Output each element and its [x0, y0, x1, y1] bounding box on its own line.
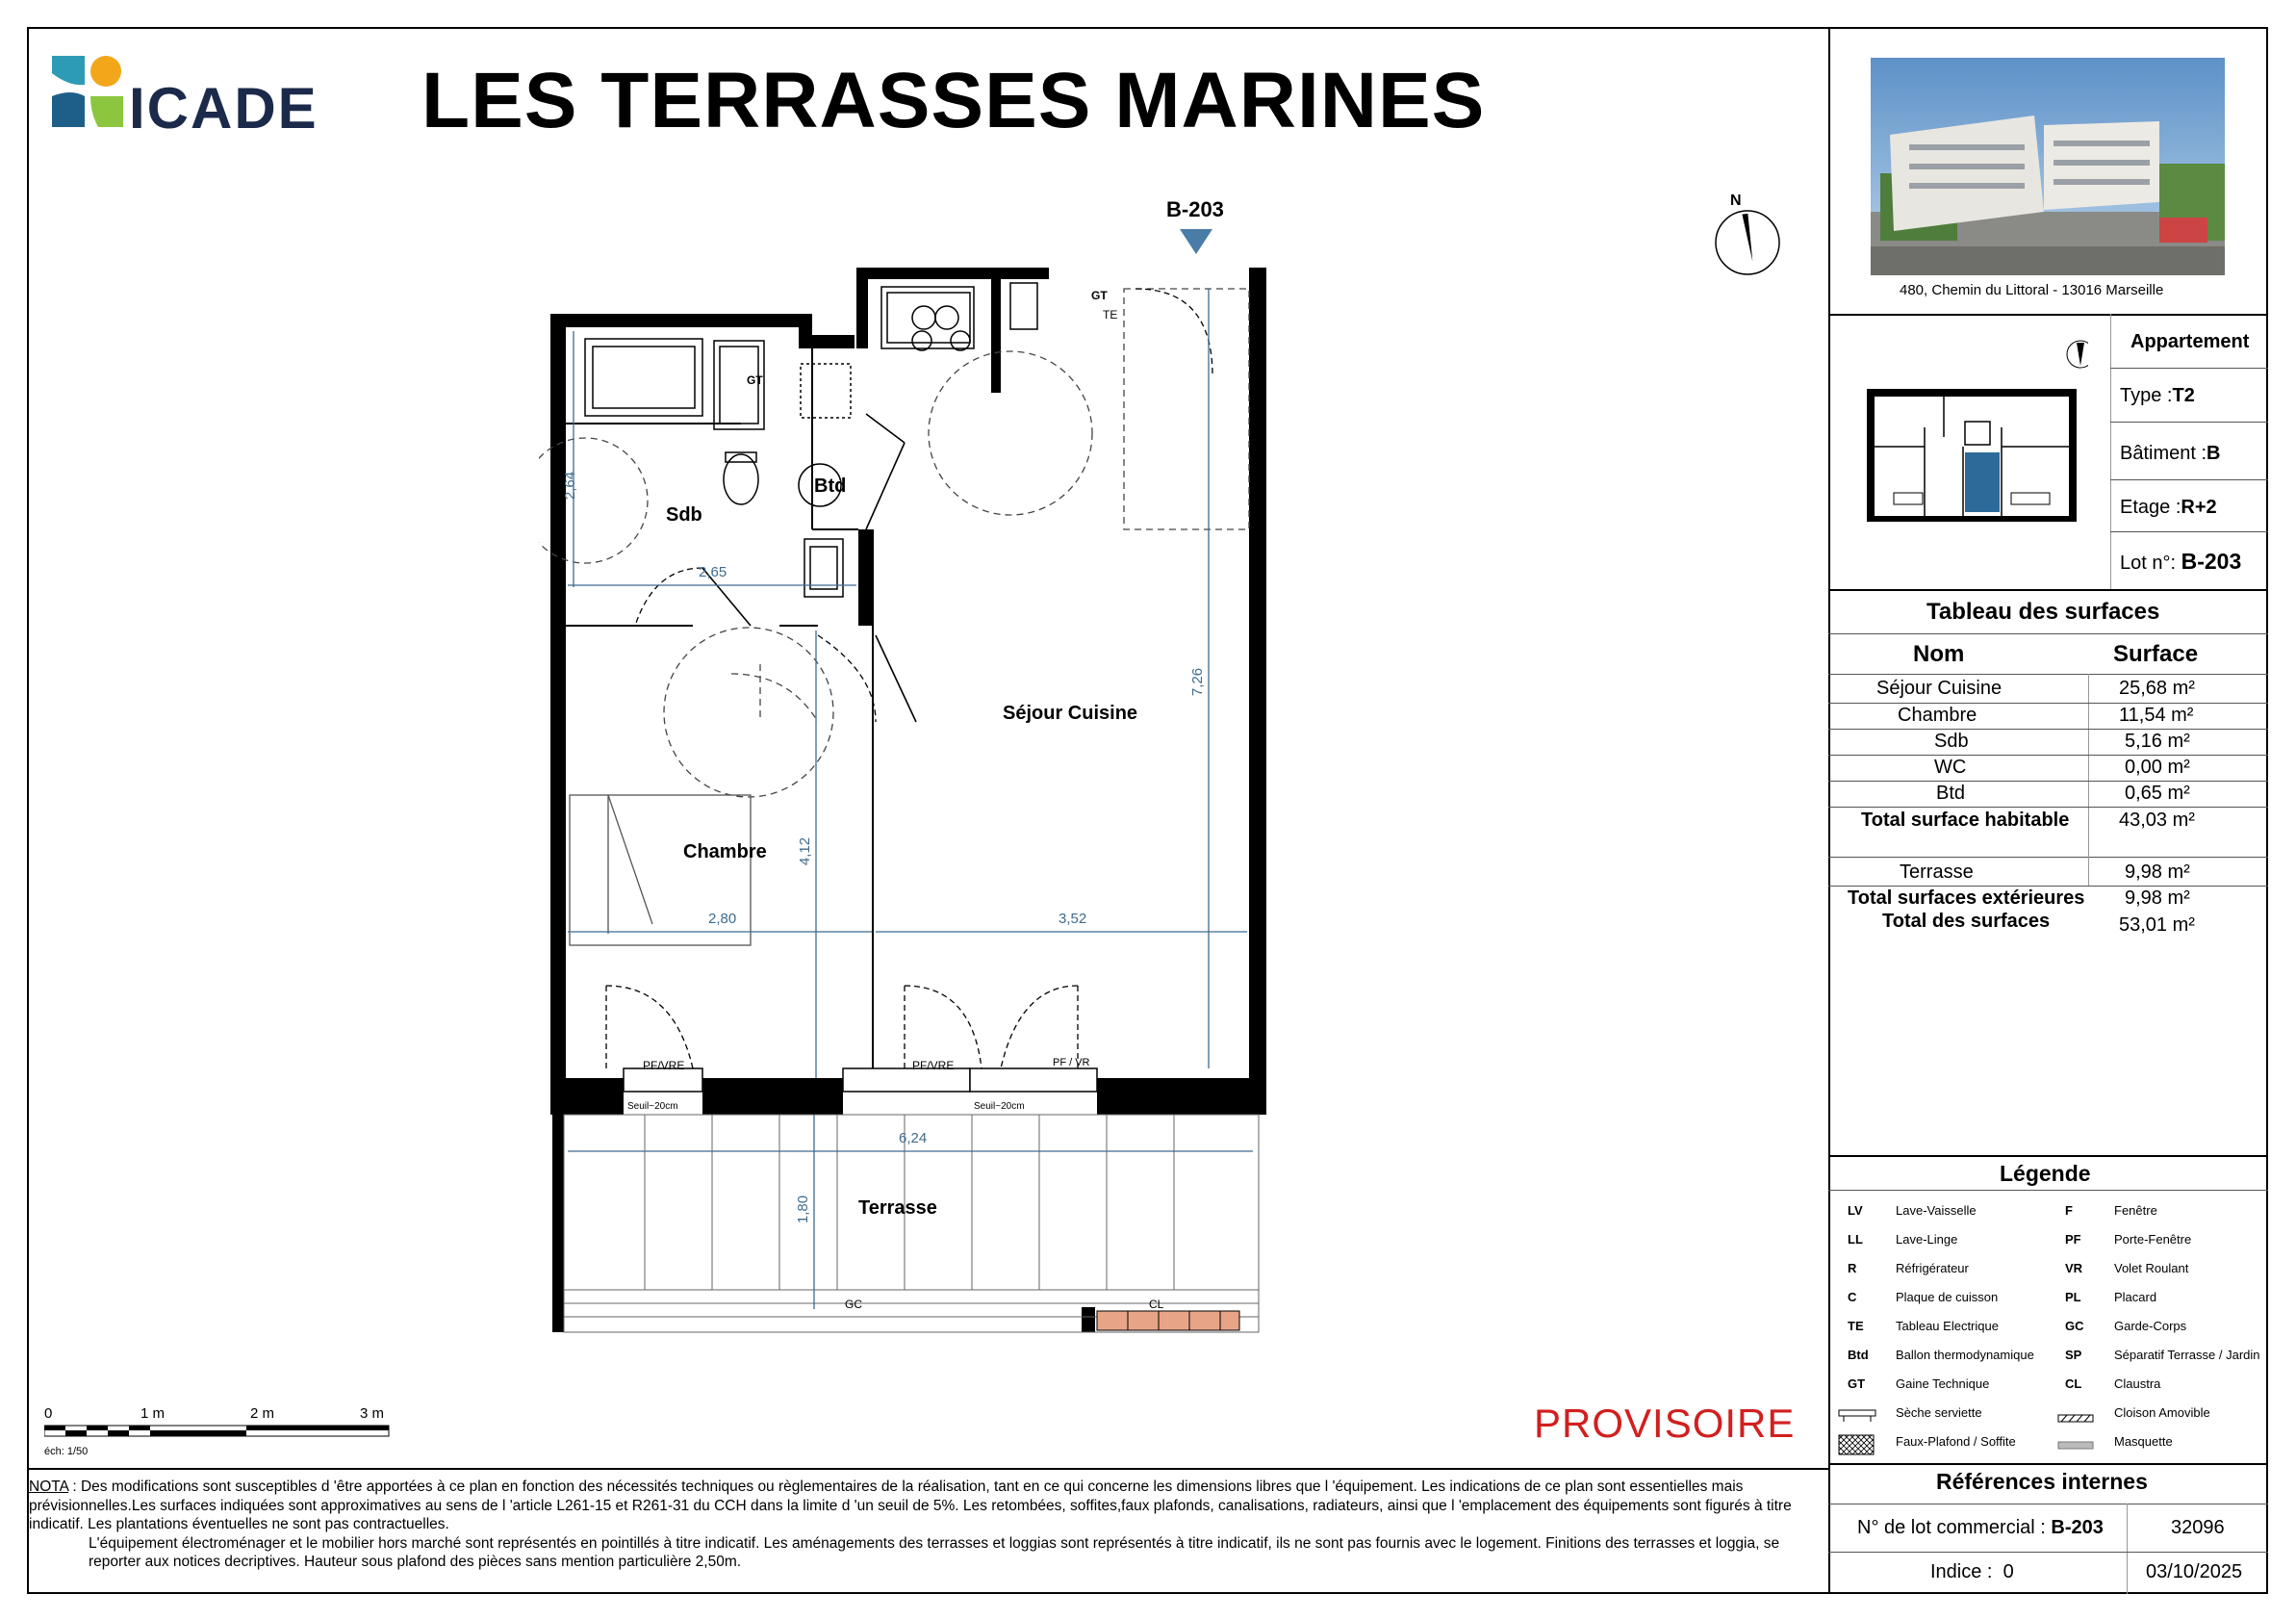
ref-line-2 [1828, 1552, 2268, 1553]
legend-code: C [1848, 1290, 1857, 1304]
apt-lot-label: Lot n°: [2120, 553, 2177, 574]
te-label: TE [1103, 308, 1118, 321]
ref-lot-commercial-value: B-203 [2051, 1517, 2104, 1538]
total-ext-value: 9,98 m² [2125, 887, 2190, 909]
rp-sep-2 [1828, 589, 2268, 591]
legend-label: Ballon thermodynamique [1896, 1348, 2034, 1362]
legend-line [1828, 1190, 2268, 1191]
legend-code: R [1848, 1261, 1857, 1275]
surf-row-value: 0,65 m² [2125, 783, 2190, 804]
apt-batiment-label: Bâtiment : [2120, 443, 2207, 464]
dim-280: 2,80 [708, 911, 737, 927]
legend-label: Plaque de cuisson [1896, 1290, 1999, 1304]
seuil-label-1: Seuil~20cm [627, 1101, 678, 1112]
legend-label: Claustra [2114, 1376, 2161, 1391]
legend-label: Lave-Vaisselle [1896, 1203, 1977, 1218]
ref-code: 32096 [2171, 1517, 2225, 1538]
masquette-icon [2057, 1438, 2096, 1455]
legend-label: Cloison Amovible [2114, 1405, 2210, 1420]
legend-code: LV [1848, 1203, 1863, 1218]
note-label: NOTA [29, 1479, 69, 1495]
apt-etage-value: R+2 [2181, 497, 2217, 518]
dim-265: 2,65 [699, 564, 727, 580]
legend-label: Volet Roulant [2114, 1261, 2189, 1275]
surf-row-line [1828, 729, 2268, 730]
apt-etage-label: Etage : [2120, 497, 2181, 518]
surf-col-divider [2088, 674, 2089, 857]
ref-date: 03/10/2025 [2146, 1561, 2243, 1582]
pfvr-label-3: PF / VR [1053, 1057, 1090, 1068]
references-heading: Références internes [1936, 1469, 2148, 1494]
surf-row-nom: Séjour Cuisine [1876, 678, 2003, 699]
lot-marker-arrow [1180, 229, 1212, 259]
north-label: N [1730, 193, 1742, 209]
legend-code: VR [2065, 1261, 2083, 1275]
room-label-sejour: Séjour Cuisine [1003, 703, 1138, 724]
logo-text: ICADE [129, 76, 319, 141]
surf-row-line [1828, 755, 2268, 756]
legend-code: GT [1848, 1376, 1866, 1391]
ref-lot-commercial [1857, 1517, 2104, 1539]
cloison-amovible-icon [2057, 1411, 2096, 1428]
legend-code: TE [1848, 1319, 1864, 1333]
project-render-image [1871, 58, 2225, 275]
rp-sep-4 [1828, 1463, 2268, 1465]
project-address: 480, Chemin du Littoral - 13016 Marseille [1900, 282, 2164, 298]
room-label-terrasse: Terrasse [858, 1197, 937, 1219]
north-compass [1713, 193, 1784, 279]
gt-label-2: GT [1091, 289, 1108, 302]
legend-code: GC [2065, 1319, 2084, 1333]
apt-info-divider [2110, 314, 2111, 589]
scale-tick-3: 3 m [360, 1405, 385, 1422]
surf-row-nom: Btd [1936, 783, 1966, 804]
legend-label: Gaine Technique [1896, 1376, 1990, 1391]
legend-label: Réfrigérateur [1896, 1261, 1969, 1275]
note-text-2: L'équipement électroménager et le mobilier hors marché sont représentés en pointillés à titre indicatif. Les aménagements des terrasses et loggias sont représentés à titre indicatif, ils ne sont pas fournis avec le logement. Finitions des terrasses et loggia, se reporter aux notices decriptives. Hauteur sous plafond des pièces sans mention particulière 2,50m. [89, 1534, 1780, 1570]
cl-label: CL [1149, 1298, 1164, 1311]
note-text-1: : Des modifications sont susceptibles d 'être apportées à ce plan en fonction des nécessités techniques ou règlementaires de la réalisation, tant en ce qui concerne les dimensions libres que l 'équipement. Les indications de ce plan sont essentielles mais prévisionnelles.Les surfaces indiquées sont approximatives au sens de l 'article L261-15 et R261-31 du CCH dans la limite d 'un seuil de 5%. Les retombées, soffites,faux plafonds, canalisations, radiateurs, ainsi que l 'emplacement des équipements sont figurés à titre indicatif. Les plantations éventuelles ne sont pas contractuelles. [29, 1479, 1792, 1532]
gc-label: GC [845, 1298, 862, 1311]
apt-line-2 [2110, 422, 2268, 423]
status-provisoire: PROVISOIRE [1534, 1401, 1796, 1446]
legend-code: SP [2065, 1348, 2082, 1362]
floor-plan [539, 260, 1299, 1348]
apt-lot-value: B-203 [2181, 549, 2242, 574]
rp-sep-3 [1828, 1155, 2268, 1157]
terrasse-label: Terrasse [1900, 861, 1974, 883]
apt-type-label: Type : [2120, 385, 2173, 406]
legend-label: Tableau Electrique [1896, 1319, 1999, 1333]
legend-code: LL [1848, 1232, 1863, 1247]
legend-label: Séparatif Terrasse / Jardin [2114, 1348, 2260, 1362]
surf-line-terrasse [1828, 886, 2268, 887]
legend-label: Sèche serviette [1896, 1405, 1982, 1420]
gt-label-1: GT [747, 373, 763, 387]
room-label-sdb: Sdb [666, 504, 702, 526]
ref-lot-commercial-label: N° de lot commercial : [1857, 1517, 2046, 1538]
apt-line-3 [2110, 479, 2268, 480]
dim-624: 6,24 [899, 1130, 928, 1146]
dim-412: 4,12 [797, 836, 814, 866]
ref-indice-label: Indice : [1930, 1561, 1993, 1582]
room-label-btd: Btd [814, 476, 847, 497]
ref-indice-value: 0 [2003, 1561, 2014, 1582]
apt-lot [2120, 549, 2241, 575]
dim-180: 1,80 [795, 1195, 812, 1224]
lot-marker-label: B-203 [1166, 197, 1224, 221]
legend-code: F [2065, 1203, 2073, 1218]
legend-label: Fenêtre [2114, 1203, 2157, 1218]
apt-batiment [2120, 443, 2221, 465]
surf-row-value: 25,68 m² [2119, 678, 2195, 699]
total-label: Total des surfaces [1882, 911, 2051, 932]
apt-line-1 [2110, 368, 2268, 369]
total-habitable-label: Total surface habitable [1861, 810, 2070, 831]
legend-code: PL [2065, 1290, 2081, 1304]
note-separator [27, 1468, 1828, 1470]
rp-sep-1 [1828, 314, 2268, 316]
right-panel-divider [1828, 27, 1830, 1594]
legend-code: Btd [1848, 1348, 1869, 1362]
surf-row-value: 5,16 m² [2125, 731, 2190, 752]
surfaces-heading: Tableau des surfaces [1926, 599, 2160, 625]
total-habitable-value: 43,03 m² [2119, 810, 2195, 831]
surf-row-nom: WC [1934, 757, 1967, 778]
key-plan [1857, 331, 2088, 533]
surf-line-cols [1828, 674, 2268, 675]
faux-plafond-icon [1838, 1434, 1876, 1460]
dim-352: 3,52 [1059, 911, 1087, 927]
scale-tick-1: 1 m [140, 1405, 166, 1422]
pfvre-label-1: PF/VRE [643, 1059, 685, 1072]
legend-code: CL [2065, 1376, 2082, 1391]
legend-label: Masquette [2114, 1434, 2173, 1449]
total-value: 53,01 m² [2119, 914, 2195, 936]
surf-line-h [1828, 633, 2268, 634]
ref-col-divider [2127, 1504, 2128, 1594]
dim-264: 2,64 [562, 471, 579, 501]
ref-indice [1930, 1561, 2014, 1583]
project-title: LES TERRASSES MARINES [421, 57, 1486, 144]
apt-batiment-value: B [2207, 443, 2221, 464]
terrasse-value: 9,98 m² [2125, 861, 2190, 883]
apt-type [2120, 385, 2195, 407]
scale-bar [44, 1405, 391, 1463]
apt-type-value: T2 [2172, 385, 2195, 406]
surf-col-divider-2 [2088, 857, 2089, 886]
pfvre-label-2: PF/VRE [912, 1059, 955, 1072]
surf-line-total [1828, 857, 2268, 858]
seuil-label-2: Seuil~20cm [974, 1101, 1025, 1112]
apt-etage [2120, 497, 2217, 519]
surf-row-line [1828, 807, 2268, 808]
surf-row-line [1828, 703, 2268, 704]
legend-label: Placard [2114, 1290, 2157, 1304]
legend-heading: Légende [2000, 1161, 2091, 1186]
legend-label: Lave-Linge [1896, 1232, 1958, 1247]
dim-726: 7,26 [1189, 667, 1207, 697]
surfaces-col-nom: Nom [1913, 641, 1965, 667]
legend-label: Garde-Corps [2114, 1319, 2187, 1333]
scale-tick-0: 0 [44, 1405, 53, 1422]
surf-row-value: 11,54 m² [2119, 705, 2194, 726]
legend-label: Porte-Fenêtre [2114, 1232, 2192, 1247]
icade-logo [50, 54, 127, 129]
surf-row-nom: Chambre [1898, 705, 1977, 726]
seche-serviette-icon [1838, 1409, 1876, 1427]
surf-row-nom: Sdb [1934, 731, 1969, 752]
surf-row-value: 0,00 m² [2125, 757, 2190, 778]
legend-label: Faux-Plafond / Soffite [1896, 1434, 2016, 1449]
total-ext-label: Total surfaces extérieures [1848, 887, 2085, 909]
apt-line-4 [2110, 531, 2268, 532]
apt-heading: Appartement [2130, 331, 2250, 352]
surf-row-line [1828, 781, 2268, 782]
surfaces-col-surface: Surface [2113, 641, 2199, 667]
note-block [29, 1478, 1799, 1572]
room-label-chambre: Chambre [683, 841, 767, 862]
scale-tick-2: 2 m [250, 1405, 275, 1422]
scale-ratio: éch: 1/50 [44, 1446, 89, 1457]
legend-code: PF [2065, 1232, 2081, 1247]
